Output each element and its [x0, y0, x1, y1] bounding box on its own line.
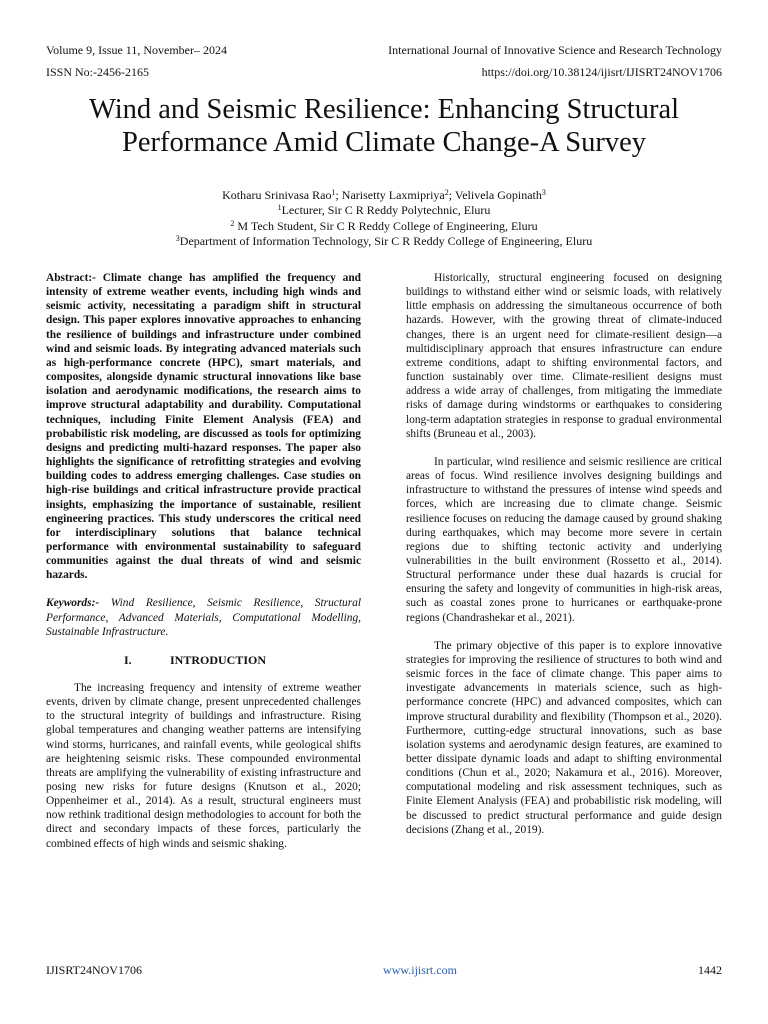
affiliation-3-sup: 3 [175, 233, 180, 243]
page-footer [46, 963, 722, 978]
section-heading-introduction [46, 653, 361, 668]
left-column [46, 271, 361, 851]
body-paragraph-in-particular: In particular, wind resilience and seismic resilience are critical areas of focus. Wind resilience involves designing buildings and infrastructure to withstand the pressures of intense wind speeds and forces, which are increasing due to climate change. Seismic resilience focuses on reducing the damage caused by ground shaking during earthquakes, which may become more severe in certain regions due to shifting tectonic activity and underlying vulnerabilities in the built environment (Rossetto et al., 2014). Structural performance under these dual hazards is crucial for ensuring the safety and longevity of communities in high-risk areas, such as coastal zones prone to hurricanes or earthquake-prone regions (Chandrashekar et al., 2021). [406, 455, 722, 624]
abstract: Abstract:- Climate change has amplified the frequency and intensity of extreme weather events, including high winds and seismic activity, necessitating a paradigm shift in structural design. This paper explores innovative approaches to enhancing the resilience of buildings and infrastructure under combined wind and seismic loads. By integrating advanced materials such as high-performance concrete (HPC), smart materials, and composites, alongside dynamic structural innovations like base isolation and aerodynamic modifications, the research aims to improve structural adaptability and durability. Computational techniques, including Finite Element Analysis (FEA) and probabilistic risk modeling, are discussed as tools for optimizing designs and predicting multi-hazard responses. The paper also highlights the significance of retrofitting strategies and evolving building codes to address emerging challenges. Case studies on high-rise buildings and critical infrastructure provide practical insights, emphasizing the importance of sustainable, resilient engineering practices. This study underscores the critical need for interdisciplinary solutions that balance technical performance with environmental sustainability to safeguard communities against the dual threats of wind and seismic hazards. [46, 272, 361, 582]
affiliation-1-sup: 1 [277, 203, 282, 213]
page-number: 1442 [698, 963, 722, 977]
author-1: Kotharu Srinivasa Rao [222, 188, 332, 202]
affiliation-1 [60, 203, 708, 218]
journal-name: International Journal of Innovative Science and Research Technology [388, 43, 722, 57]
keywords [46, 596, 361, 638]
volume-info: Volume 9, Issue 11, November– 2024 [46, 43, 227, 57]
title-line-1: Wind and Seismic Resilience: Enhancing Structural [88, 94, 680, 125]
intro-paragraph-1: The increasing frequency and intensity of extreme weather events, driven by climate change, present unprecedented challenges to the structural integrity of buildings and infrastructure. Rising global temperatures and changing weather patterns are intensifying wind storms, hurricanes, and rainfall events, while geological shifts are heightening seismic risks. These compounded environmental threats are amplifying the vulnerability of existing infrastructure and posing new risks for future designs (Knutson et al., 2020; Oppenheimer et al., 2014). As a result, structural engineers must now rethink traditional design methodologies to account for both the direct and secondary impacts of these forces, particularly the combined effects of high winds and seismic shaking. [46, 681, 361, 850]
keywords-label: Keywords:- [46, 597, 100, 610]
running-header-top [46, 43, 722, 57]
affiliation-1-text: Lecturer, Sir C R Reddy Polytechnic, Eluru [281, 203, 491, 218]
author-block [60, 188, 708, 249]
section-number: I. [124, 652, 132, 667]
affiliation-3 [60, 234, 708, 249]
section-label: INTRODUCTION [170, 652, 267, 667]
body-paragraph-primary-objective: The primary objective of this paper is to explore innovative strategies for improving the resilience of structures to both wind and seismic forces in the face of climate change. This paper aims to investigate advancements in materials science, such as high-performance concrete (HPC) and advanced composites, which can improve structural durability and flexibility (Thompson et al., 2020). Furthermore, cutting-edge structural innovations, such as base isolation systems and aerodynamic design features, are examined to better dissipate dynamic loads and adapt to shifting environmental conditions (Chun et al., 2020; Nakamura et al., 2016). Moreover, computational modeling and risk assessment techniques, such as Finite Element Analysis (FEA) and probabilistic risk modeling, will be discussed to predict structural performance and guide design decisions (Zhang et al., 2019). [406, 639, 722, 836]
author-3-sup: 3 [541, 188, 546, 197]
body-paragraph-historically: Historically, structural engineering focused on designing buildings to withstand either wind or seismic loads, with relatively little emphasis on addressing the simultaneous occurrence of both hazards. However, with the growing threat of climate-induced changes, there is an urgent need for climate-resilient design—a multidisciplinary approach that ensures infrastructure can endure extreme conditions, adapt to shifting environmental factors, and function sustainably over time. Climate-resilient designs must address a wide array of challenges, from mitigating the immediate risks of damage during windstorms or earthquakes to considering long-term adaptation strategies in response to gradual environmental shifts (Bruneau et al., 2003). [406, 272, 722, 440]
affiliation-2-sup: 2 [230, 218, 235, 228]
affiliation-2 [60, 219, 708, 234]
title-line-2: Performance Amid Climate Change-A Survey [122, 127, 646, 158]
running-header-bottom [46, 65, 722, 79]
paper-title [20, 93, 748, 159]
footer-paper-id: IJISRT24NOV1706 [46, 963, 142, 977]
right-column [406, 271, 722, 837]
issn: ISSN No:-2456-2165 [46, 65, 150, 79]
keywords-text: Wind Resilience, Seismic Resilience, Structural Performance, Advanced Materials, Computational Modelling, Sustainable Infrastructure. [46, 597, 361, 638]
doi-link[interactable]: https://doi.org/10.38124/ijisrt/IJISRT24NOV1706 [481, 65, 722, 79]
author-3: ; Velivela Gopinath [448, 188, 542, 202]
author-2: ; Narisetty Laxmipriya [335, 188, 445, 202]
author-2-sup: 2 [444, 188, 449, 197]
footer-website-link[interactable]: www.ijisrt.com [383, 963, 457, 977]
author-1-sup: 1 [331, 188, 336, 197]
affiliation-3-text: Department of Information Technology, Sir C R Reddy College of Engineering, Eluru [179, 233, 593, 248]
affiliation-2-text: M Tech Student, Sir C R Reddy College of Engineering, Eluru [234, 218, 538, 233]
author-list [60, 188, 708, 203]
